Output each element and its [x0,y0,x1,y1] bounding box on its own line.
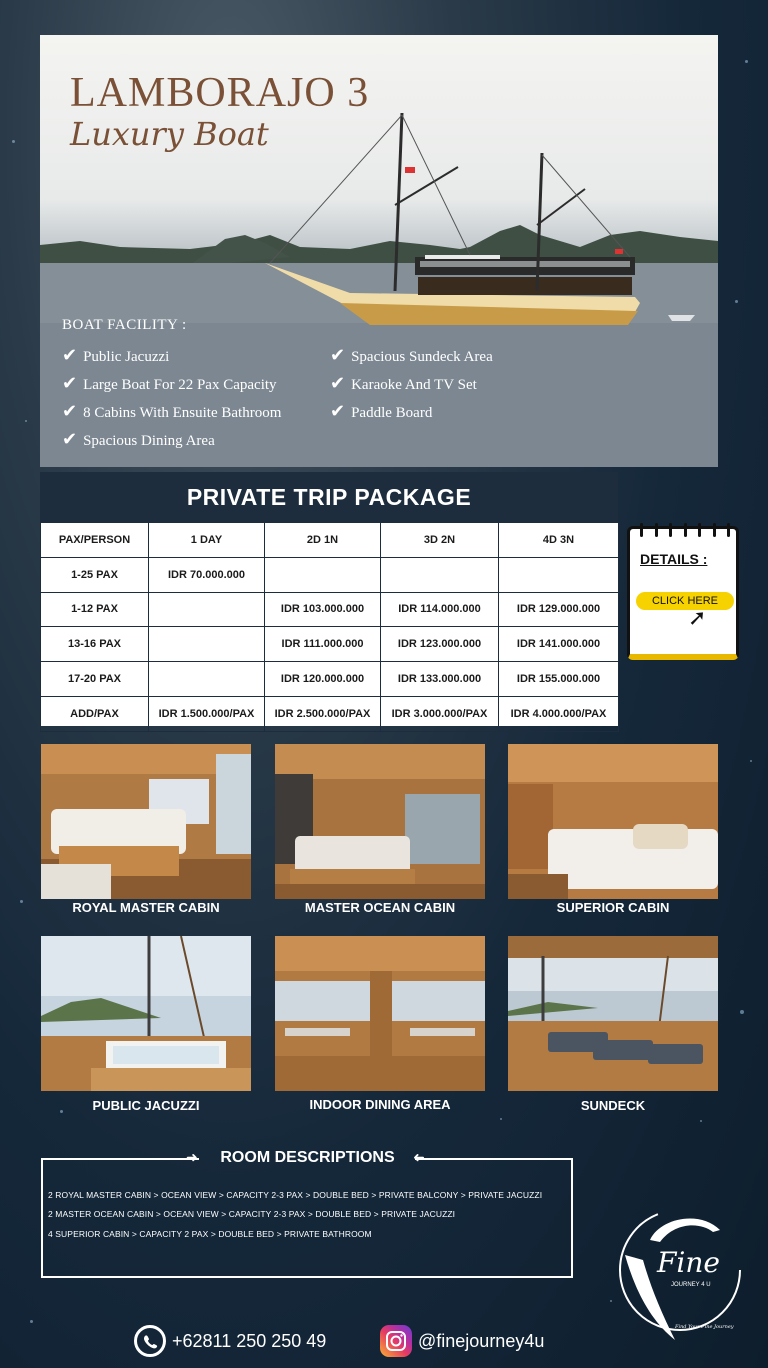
check-icon: ✔ [62,373,78,393]
package-title: PRIVATE TRIP PACKAGE [40,472,618,522]
table-cell: IDR 70.000.000 [149,557,265,592]
table-cell: IDR 123.000.000 [381,627,499,662]
column-header: 1 DAY [149,523,265,558]
table-cell: IDR 114.000.000 [381,592,499,627]
table-cell [381,557,499,592]
column-header: 3D 2N [381,523,499,558]
check-icon: ✔ [62,429,78,449]
instagram-contact[interactable] [380,1325,544,1357]
check-icon: ✔ [330,373,346,393]
table-cell [149,662,265,697]
photo-indoor-dining-area [275,936,485,1091]
table-cell: IDR 129.000.000 [499,592,619,627]
svg-text:Find Your Fine Journey: Find Your Fine Journey [675,1324,734,1330]
facility-item: ✔ Public Jacuzzi [62,345,170,365]
private-trip-package [40,472,618,726]
table-row [41,696,619,731]
room-description-line: 4 SUPERIOR CABIN > CAPACITY 2 PAX > DOUBLE BED > PRIVATE BATHROOM [48,1229,372,1239]
details-label: DETAILS : [640,551,708,567]
arrow-left-icon: ➜ [413,1149,425,1165]
table-cell: IDR 120.000.000 [265,662,381,697]
table-cell: IDR 1.500.000/PAX [149,696,265,731]
facility-item: ✔ Paddle Board [330,401,433,421]
gallery-caption: SUPERIOR CABIN [556,900,670,915]
table-cell: IDR 155.000.000 [499,662,619,697]
svg-text:Fine: Fine [657,1246,720,1279]
room-description-line: 2 ROYAL MASTER CABIN > OCEAN VIEW > CAPACITY 2-3 PAX > DOUBLE BED > PRIVATE BALCONY > PRIVATE JACUZZI [48,1190,543,1200]
svg-text:JOURNEY 4 U: JOURNEY 4 U [671,1282,711,1288]
price-table [40,522,619,732]
instagram-icon [380,1325,412,1357]
gallery-caption: ROYAL MASTER CABIN [72,900,220,915]
table-cell [499,557,619,592]
divider [415,1158,573,1160]
instagram-handle: @finejourney4u [418,1330,545,1351]
facility-item: ✔ Large Boat For 22 Pax Capacity [62,373,277,393]
details-card[interactable] [627,526,739,660]
table-cell [149,592,265,627]
facility-item: ✔ 8 Cabins With Ensuite Bathroom [62,401,282,421]
column-header: 2D 1N [265,523,381,558]
facility-item: ✔ Spacious Sundeck Area [330,345,493,365]
table-cell: ADD/PAX [41,696,149,731]
phone-number: +62811 250 250 49 [172,1330,327,1351]
photo-sundeck [508,936,718,1091]
notebook-rings-icon [640,523,730,537]
check-icon: ✔ [62,401,78,421]
gallery-caption: MASTER OCEAN CABIN [304,900,456,915]
table-cell: 13-16 PAX [41,627,149,662]
gallery-caption: INDOOR DINING AREA [309,1097,451,1112]
boat-name-title: LAMBORAJO 3 [70,70,370,116]
click-here-button[interactable]: CLICK HERE [636,592,734,610]
table-cell: IDR 111.000.000 [265,627,381,662]
table-row [41,627,619,662]
photo-public-jacuzzi [41,936,251,1091]
table-cell: IDR 141.000.000 [499,627,619,662]
hero-banner [40,35,718,467]
table-row [41,592,619,627]
photo-master-ocean-cabin [275,744,485,899]
table-cell [149,627,265,662]
room-description-line: 2 MASTER OCEAN CABIN > OCEAN VIEW > CAPACITY 2-3 PAX > DOUBLE BED > PRIVATE JACUZZI [48,1209,456,1219]
table-cell: 17-20 PAX [41,662,149,697]
room-descriptions-title: ROOM DESCRIPTIONS [220,1149,395,1166]
table-cell: 1-12 PAX [41,592,149,627]
table-row [41,557,619,592]
table-cell: 1-25 PAX [41,557,149,592]
arrow-right-icon: ➜ [186,1149,198,1165]
column-header: 4D 3N [499,523,619,558]
column-header: PAX/PERSON [41,523,149,558]
gallery-caption: PUBLIC JACUZZI [92,1098,200,1113]
divider [41,1158,199,1160]
pointer-cursor-icon: ➚ [688,605,707,630]
table-header-row [41,523,619,558]
table-cell: IDR 133.000.000 [381,662,499,697]
photo-superior-cabin [508,744,718,899]
table-cell: IDR 103.000.000 [265,592,381,627]
fine-journey-logo [605,1200,755,1350]
whatsapp-contact[interactable] [134,1325,326,1357]
photo-royal-master-cabin [41,744,251,899]
check-icon: ✔ [330,345,346,365]
facility-item: ✔ Spacious Dining Area [62,429,215,449]
table-cell: IDR 4.000.000/PAX [499,696,619,731]
table-row [41,662,619,697]
facility-item: ✔ Karaoke And TV Set [330,373,477,393]
table-cell: IDR 2.500.000/PAX [265,696,381,731]
facility-heading: BOAT FACILITY : [62,317,187,333]
check-icon: ✔ [330,401,346,421]
table-cell: IDR 3.000.000/PAX [381,696,499,731]
gallery-caption: SUNDECK [580,1098,646,1113]
whatsapp-icon [134,1325,166,1357]
table-cell [265,557,381,592]
check-icon: ✔ [62,345,78,365]
boat-subtitle: Luxury Boat [70,115,269,153]
